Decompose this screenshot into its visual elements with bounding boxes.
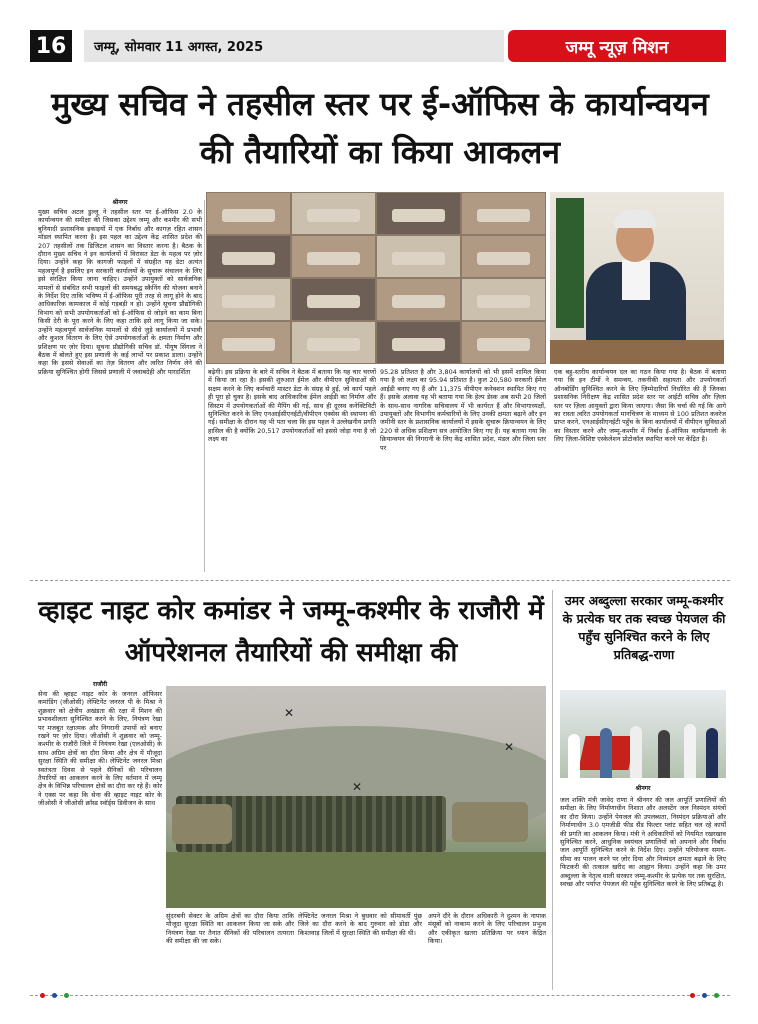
video-conference-photo — [206, 192, 546, 364]
story1-column-2: बढ़ेगी। इस प्रक्रिया के बारे में सचिव ने बैठक में बताया कि यह चार चरणों में किया जा रहा है। इसकी शुरुआत ईमेल और वीपीएन सुविधाओं की सक्षम करने के लिए कर्मचारी मास्टर डेटा के संग्रह से हुई, जो कार्य पहले ही पूरा हो चुका है। इसके बाद आधिकारिक ईमेल आईडी का निर्माण और सिस्टम में उपयोगकर्ताओं की मैपिंग की गई, साथ ही दूरस्थ कनेक्टिविटी सुनिश्चित करने के लिए एनआईसीएनईटी/वीपीएन एक्सेस की स्थापना की गई। समीक्षा के दौरान यह भी पता चला कि इस पहल ने उल्लेखनीय प्रगति हासिल की है क्योंकि 20,517 उपयोगकर्ताओं को इससे जोड़ा गया है जो लक्ष्य का — [208, 368, 376, 444]
story2-column-3: लेफ्टिनेंट जनरल मिश्रा ने बुधवार को सीमावर्ती पुंछ जिले का दौरा करने के बाद गुरुवार को डोडा और किश्तवाड़ जिलों में सुरक्षा स्थिति की समीक्षा की थी। — [298, 912, 422, 937]
story1-headline: मुख्य सचिव ने तहसील स्तर पर ई-ऑफिस के कार्यान्वयन की तैयारियों का किया आकलन — [51, 85, 709, 171]
army-operations-photo: ✕ ✕ ✕ — [166, 686, 546, 908]
story2-dateline: राजौरी — [92, 681, 108, 688]
story2-headline: व्हाइट नाइट कोर कमांडर ने जम्मू-कश्मीर के राजौरी में ऑपरेशनल तैयारियों की समीक्षा की — [38, 596, 544, 668]
story3-body: जल शक्ति मंत्री जावेद राणा ने श्रीनगर की जल आपूर्ति प्रणालियों की समीक्षा के लिए निर्माणाधीन निशात और अलस्टेंग जल निस्पंदन संयंत्रों का दौरा किया। उन्होंने पेयजल की उपलब्धता, निस्पंदन प्रक्रियाओं और निर्माणाधीन 3.0 एमजीडी फीड सैंड फिल्टर प्लांट सहित चल रहे कार्यों की प्रगति का आकलन किया। मंत्री ने अधिकारियों को नियमित रखरखाव सुनिश्चित करने, आधुनिक स्वयंचल प्रणालियों को अपनाने और निर्बाध जल आपूर्ति सुनिश्चित करने के निर्देश दिए। उन्होंने परियोजना समय-सीमा का पालन करने पर ज़ोर दिया और निस्पंदन क्षमता बढ़ाने के लिए फिटकरी की तत्काल खरीद का आह्वान किया। उन्होंने कहा कि उमर अब्दुल्ला के नेतृत्व वाली सरकार जम्मू-कश्मीर के प्रत्येक घर तक सुरक्षित, स्वच्छ और पर्याप्त पेयजल की पहुँच सुनिश्चित करने के लिए प्रतिबद्ध है। — [560, 796, 726, 889]
story3-dateline: श्रीनगर — [635, 785, 651, 792]
decor-dot — [40, 993, 45, 998]
story3-headline: उमर अब्दुल्ला सरकार जम्मू-कश्मीर के प्रत्येक घर तक स्वच्छ पेयजल की पहुँच सुनिश्चित करने के लिए प्रतिबद्ध-राणा — [562, 593, 726, 662]
story1-column-1: मुख्य सचिव अटल डुल्लू ने तहसील स्तर पर ई-ऑफिस 2.0 के कार्यान्वयन की समीक्षा की जिसका उद्देश्य जम्मू और कश्मीर की सभी बुनियादी प्रशासनिक इकाइयों में एक निर्बाध और कागज़ रहित शासन मॉडल स्थापित करना है। इस पहल का उद्देश्य केंद्र शासित प्रदेश की 207 तहसीलों तक डिजिटल शासन का विस्तार करना है। बैठक के दौरान मुख्य सचिव ने इन कार्यालयों में विरासत डेटा के महत्व पर ज़ोर दिया। उन्होंने कहा कि कागजी फाइलों में संग्रहीत यह डेटा अत्यंत महत्वपूर्ण है इसलिए इन सरकारी कार्यालयों के सुचारू संचालन के लिए इसे संरक्षित किया जाना चाहिए। उन्होंने उपायुक्तों को सार्वजनिक मामलों से संबंधित सभी फाइलों की समयबद्ध स्कैनिंग की योजना बनाने के निर्देश दिए ताकि भविष्य में ई-ऑफिस पूरी तरह से लागू होने के बाद आधिकारिक कामकाज में कोई गड़बड़ी न हो। उन्होंने सूचना प्रौद्योगिकी विभाग को सभी उपयोगकर्ताओं को ई-ऑफिस से जोड़ने का काम बिना किसी देरी के पूरा करने के लिए कहा ताकि इसे लागू किया जा सके। उन्होंने महत्वपूर्ण सार्वजनिक मामलों से सीधे जुड़े कार्यालयों में प्रभावी और कुशल वितरण के लिए ऐसे उपयोगकर्ताओं के क्षमता निर्माण और प्रशिक्षण पर ज़ोर दिया। सूचना प्रौद्योगिकी सचिव डॉ. पीयूष सिंगला ने बैठक में बोलते हुए इस प्रणाली के कई लाभों पर प्रकाश डाला। उन्होंने कहा कि इससे सेवाओं का तेज़ वितरण और त्वरित निर्णय लेने की प्रक्रिया सुनिश्चित होगी जिससे प्रणाली में जवाबदेही और पारदर्शिता — [38, 208, 202, 376]
column-rule — [204, 200, 205, 572]
story1-column-4: एक बहु-स्तरीय कार्यान्वयन दल का गठन किया गया है। बैठक में बताया गया कि इन टीमों ने समन्वय, तकनीकी सहायता और उपयोगकर्ता ऑनबोर्डिंग सुनिश्चित करने के लिए ज़िम्मेदारियाँ निर्धारित की हैं जिनका प्रशासनिक निरीक्षण केंद्र शासित प्रदेश स्तर पर आईटी सचिव और ज़िला स्तर पर ज़िला आयुक्तों द्वारा किया जाएगा। जैसा कि चर्चा की गई कि आगे का रास्ता त्वरित उपयोगकर्ता मानचित्रण के माध्यम से 100 प्रतिशत कवरेज प्राप्त करने, एनआईसीएनईटी पहुँच के बिना कार्यालयों में वीपीएन सुविधाओं का विस्तार करने और जम्मू-कश्मीर में निर्बाध ई-ऑफिस कार्यप्रणाली के लिए ज़िला-विशिष्ट एस्केलेशन प्रोटोकॉल स्थापित करने पर केंद्रित है। — [554, 368, 726, 444]
decor-dot — [52, 993, 57, 998]
chief-secretary-photo — [550, 192, 724, 364]
decor-dot — [64, 993, 69, 998]
masthead: जम्मू न्यूज़ मिशन — [508, 30, 726, 62]
column-rule — [552, 590, 553, 990]
decor-dot — [702, 993, 707, 998]
story2-column-2: सुंदरबनी सेक्टर के अग्रिम क्षेत्रों का दौरा किया ताकि मौजूदा सुरक्षा स्थिति का आकलन किया जा सके और नियंत्रण रेखा पर तैनात सैनिकों की परिचालन तत्परता की समीक्षा की जा सके। — [166, 912, 294, 946]
story1-dateline: श्रीनगर — [112, 199, 128, 206]
page-number: 16 — [30, 30, 72, 62]
story1-column-3: 95.28 प्रतिशत है और 3,804 कार्यालयों को भी इसमें शामिल किया गया है जो लक्ष्य का 95.94 प्रतिशत है। कुल 20,580 सरकारी ईमेल आईडी बनाए गए हैं और 11,375 वीपीएन कनेक्शन स्थापित किए गए हैं। इसके अलावा यह भी बताया गया कि हेल्प डेस्क अब सभी 20 जिलों के साथ-साथ नागरिक सचिवालय में भी कार्यरत हैं और विभागाध्यक्षों, उपायुक्तों और विभागीय कर्मचारियों के लिए उनकी क्षमता बढ़ाने और इन जमीनी स्तर के प्रशासनिक कार्यालयों में इसके सुचारू क्रियान्वयन के लिए 220 से अधिक प्रशिक्षण सत्र आयोजित किए गए हैं। यह बताया गया कि क्रियान्वयन की निगरानी के लिए केंद्र शासित प्रदेश, मंडल और जिला स्तर पर — [380, 368, 546, 452]
section-divider — [30, 580, 730, 581]
story2-column-1: सेना की व्हाइट नाइट कोर के जनरल ऑफिसर कमांडिंग (जीओसी) लेफ्टिनेंट जनरल पी के मिश्रा ने शुक्रवार को क्षेत्रीय अखंडता की रक्षा में मिशन की प्रभावशीलता सुनिश्चित करने के लिए, नियंत्रण रेखा पर मजबूत रक्षात्मक और निगरानी उपायों को बनाए रखने पर ज़ोर दिया। जीओसी ने शुक्रवार को जम्मू-कश्मीर के राजौरी जिले में नियंत्रण रेखा (एलओसी) के साथ अग्रिम क्षेत्रों का दौरा किया और क्षेत्र में मौजूदा सुरक्षा स्थिति की समीक्षा की। लेफ्टिनेंट जनरल मिश्रा स्वतंत्रता दिवस से पहले सैनिकों की परिचालन तैयारियों का आकलन करने के लिए वर्तमान में जम्मू क्षेत्र के विभिन्न परिचालन क्षेत्रों का दौरा कर रहे हैं। कोर ने एक्स पर कहा कि सेना की व्हाइट नाइट कोर के जीओसी ने जीओसी क्रॉस्ड स्वॉर्ड्स डिवीजन के साथ — [38, 690, 162, 808]
story2-column-4: अपने दौरे के दौरान अधिकारी ने दुश्मन के नापाक मंसूबों को नाकाम करने के लिए परिचालन प्रभुत्व और एकीकृत खतरा प्रतिक्रिया पर ध्यान केंद्रित किया। — [428, 912, 546, 946]
decor-dot — [714, 993, 719, 998]
dateline: जम्मू, सोमवार 11 अगस्त, 2025 — [84, 30, 504, 62]
bottom-rule — [30, 995, 730, 999]
water-plant-visit-photo — [560, 690, 726, 778]
decor-dot — [690, 993, 695, 998]
